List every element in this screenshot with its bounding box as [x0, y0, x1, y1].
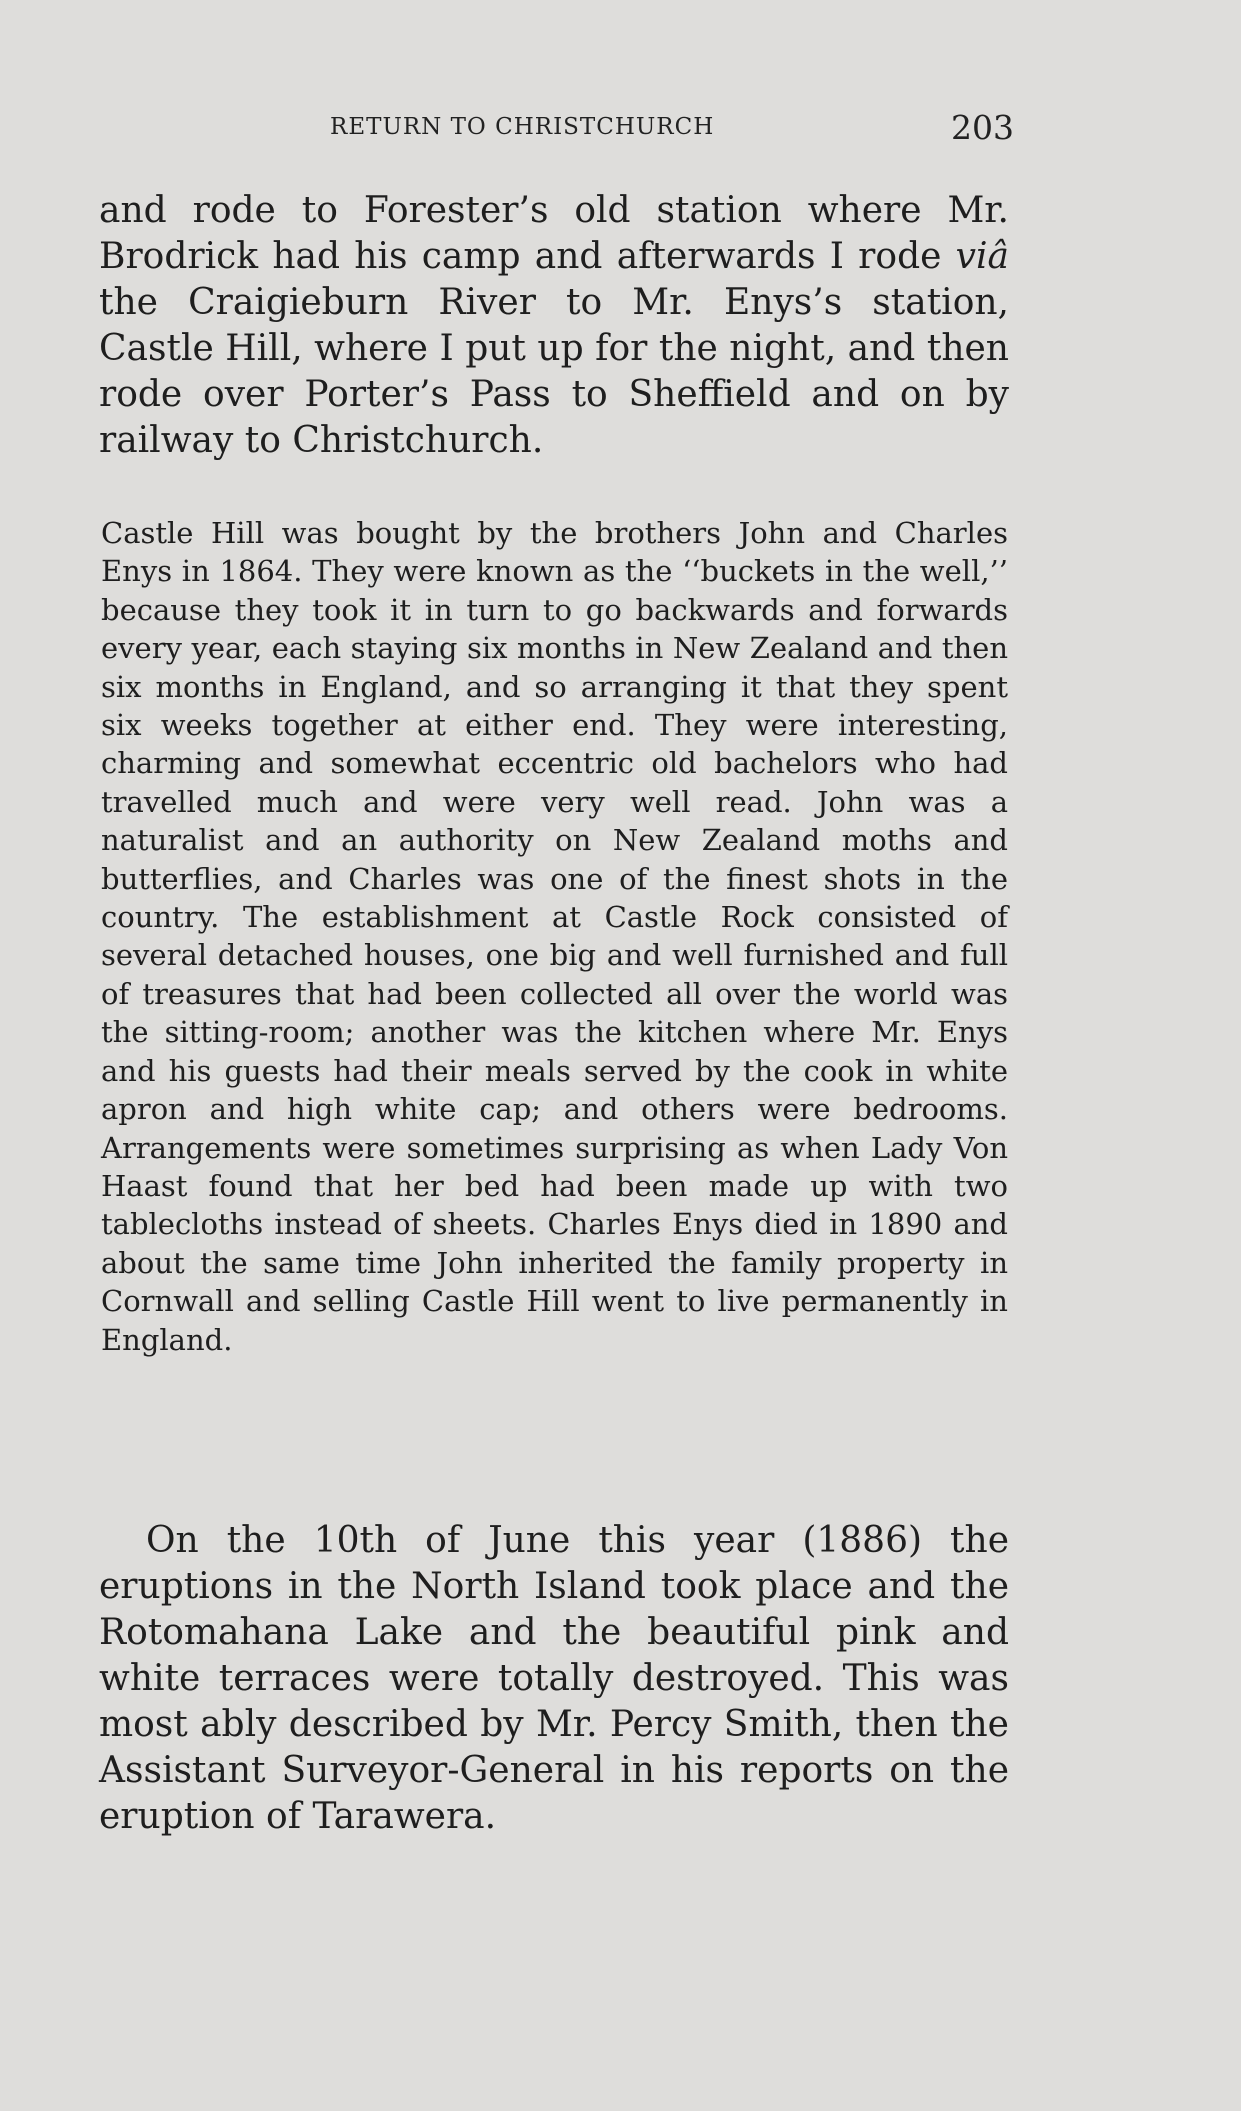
paragraph-castle-hill-note: Castle Hill was bought by the brothers John and Charles Enys in 1864. They were known as the ‘‘buckets in the well,’’ because they took it in turn to go backwards and forwards every year, each staying six months in New Zealand and then six months in England, and so arranging it that they spent six weeks together at either end. They were interesting, charming and somewhat eccentric old bachelors who had travelled much and were very well read. John was a naturalist and an authority on New Zealand moths and butterflies, and Charles was one of the finest shots in the country. The establishment at Castle Rock consisted of several detached houses, one big and well furnished and full of treasures that had been collected all over the world was the sitting-room; another was the kitchen where Mr. Enys and his guests had their meals served by the cook in white apron and high white cap; and others were bedrooms. Arrangements were sometimes surprising as when Lady Von Haast found that her bed had been made up with two tablecloths instead of sheets. Charles Enys died in 1890 and about the same time John inherited the family property in Cornwall and selling Castle Hill went to live permanently in England. — [101, 516, 1008, 1357]
paragraph-travel-route — [99, 188, 1009, 464]
paragraph-1-text-b: the Craigieburn River to Mr. Enys’s station, Castle Hill, where I put up for the night, and then rode over Porter’s Pass to Sheffield and on by railway to Christchurch. — [99, 282, 1009, 461]
page-number: 203 — [951, 108, 1014, 147]
paragraph-1-italic-via: viâ — [955, 236, 1009, 277]
running-head: RETURN TO CHRISTCHURCH — [330, 114, 715, 140]
paragraph-1-text-a: and rode to Forester’s old station where Mr. Brodrick had his camp and afterwards I rode — [99, 190, 1009, 277]
paragraph-tarawera-eruption: On the 10th of June this year (1886) the eruptions in the North Island took place and the Rotomahana Lake and the beautiful pink and white terraces were totally destroyed. This was most ably described by Mr. Percy Smith, then the Assistant Surveyor-General in his reports on the eruption of Tarawera. — [99, 1520, 1009, 1837]
